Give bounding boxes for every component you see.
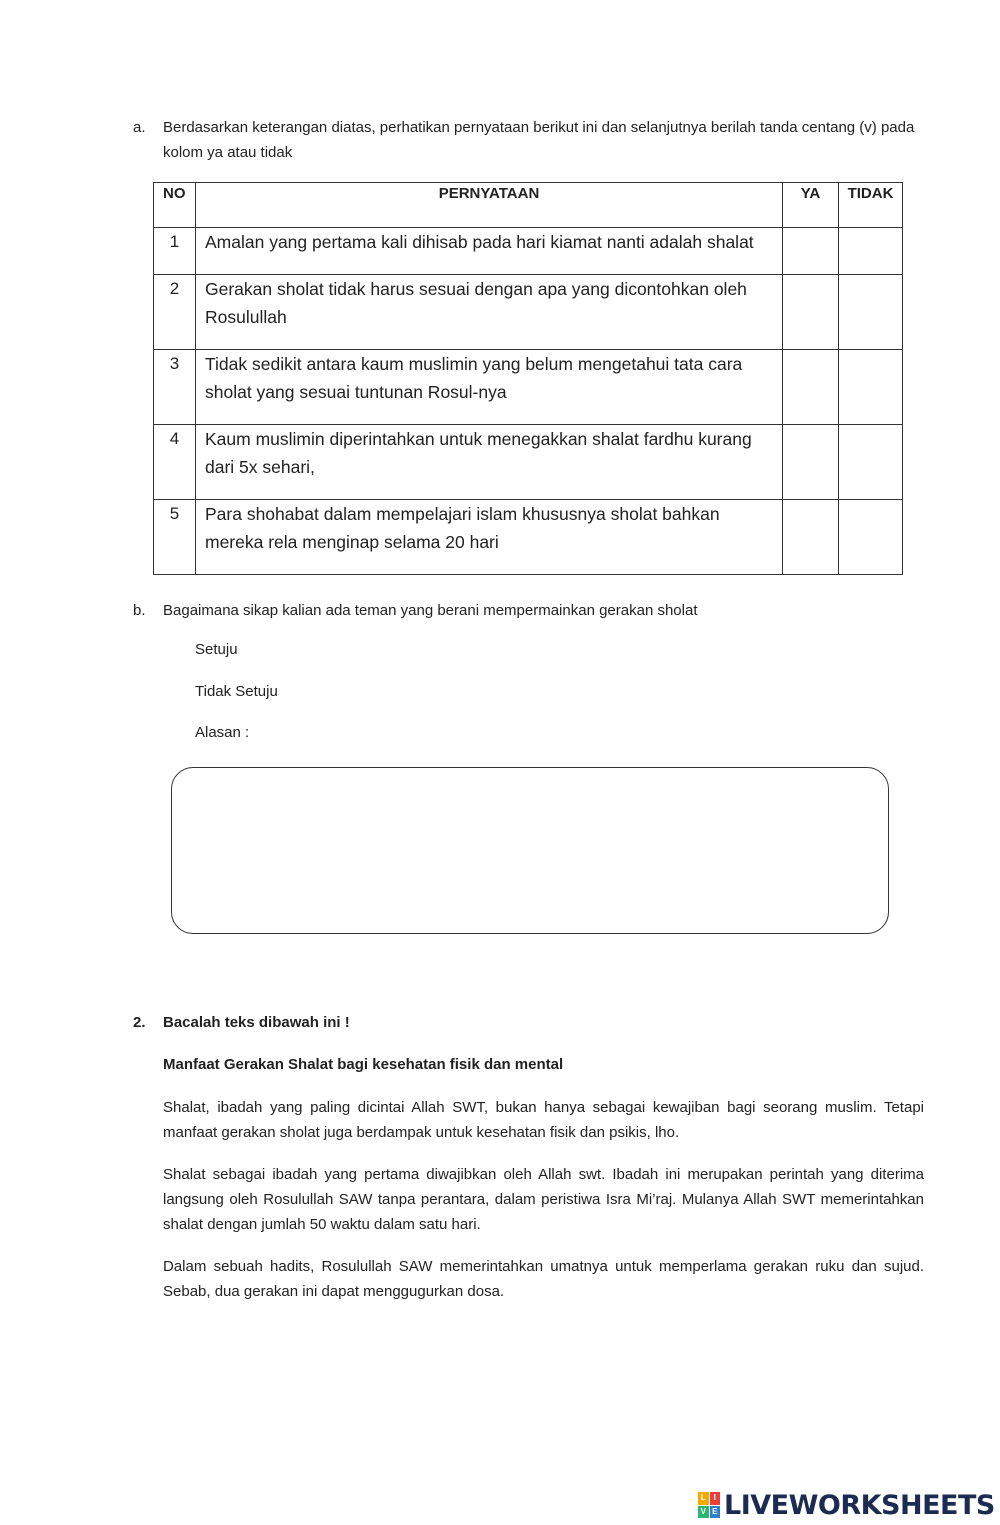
row-statement: Para shohabat dalam mempelajari islam khususnya sholat bahkan mereka rela menginap selama 20 hari [196, 500, 783, 575]
question-a-label: a. [133, 119, 146, 136]
logo-mark-letter: L [698, 1492, 709, 1505]
question-b [133, 598, 698, 623]
yes-checkbox-cell[interactable] [783, 500, 839, 575]
row-number: 2 [154, 275, 196, 350]
no-checkbox-cell[interactable] [839, 350, 903, 425]
row-statement: Tidak sedikit antara kaum muslimin yang belum mengetahui tata cara sholat yang sesuai tuntunan Rosul-nya [196, 350, 783, 425]
row-number: 3 [154, 350, 196, 425]
question-a [133, 115, 933, 165]
no-checkbox-cell[interactable] [839, 500, 903, 575]
reading-paragraph: Dalam sebuah hadits, Rosulullah SAW memerintahkan umatnya untuk memperlama gerakan ruku dan sujud. Sebab, dua gerakan ini dapat menggugurkan dosa. [163, 1258, 924, 1300]
row-number: 1 [154, 228, 196, 275]
reason-label: Alasan : [195, 724, 250, 741]
logo-mark-letter: I [710, 1492, 721, 1505]
row-statement: Gerakan sholat tidak harus sesuai dengan apa yang dicontohkan oleh Rosulullah [196, 275, 783, 350]
reason-answer-box[interactable] [171, 767, 889, 934]
table-row [154, 228, 903, 275]
question-a-text: Berdasarkan keterangan diatas, perhatikan pernyataan berikut ini dan selanjutnya berilah tanda centang (v) pada kolom ya atau tidak [163, 119, 915, 161]
question-b-text: Bagaimana sikap kalian ada teman yang berani mempermainkan gerakan sholat [163, 602, 698, 619]
option-agree[interactable]: Setuju [195, 641, 238, 658]
logo-mark-letter: E [710, 1506, 721, 1519]
yes-checkbox-cell[interactable] [783, 425, 839, 500]
question-b-label: b. [133, 602, 146, 619]
table-row [154, 350, 903, 425]
row-statement: Amalan yang pertama kali dihisab pada hari kiamat nanti adalah shalat [196, 228, 783, 275]
liveworksheets-logo [698, 1488, 995, 1522]
logo-mark-letter: V [698, 1506, 709, 1519]
liveworksheets-wordmark: LIVEWORKSHEETS [724, 1489, 995, 1521]
no-checkbox-cell[interactable] [839, 275, 903, 350]
liveworksheets-mark-icon [698, 1492, 720, 1518]
reading-title: Manfaat Gerakan Shalat bagi kesehatan fisik dan mental [163, 1056, 564, 1073]
yes-checkbox-cell[interactable] [783, 350, 839, 425]
section-2-heading [133, 1014, 350, 1031]
reading-paragraph: Shalat, ibadah yang paling dicintai Allah SWT, bukan hanya sebagai kewajiban bagi seorang muslim. Tetapi manfaat gerakan sholat juga berdampak untuk kesehatan fisik dan psikis, lho. [163, 1099, 924, 1141]
row-number: 5 [154, 500, 196, 575]
reading-paragraph: Shalat sebagai ibadah yang pertama diwajibkan oleh Allah swt. Ibadah ini merupakan perintah yang diterima langsung oleh Rosulullah SAW tanpa perantara, dalam peristiwa Isra Mi’raj. Mulanya Allah SWT memerintahkan shalat dengan jumlah 50 waktu dalam satu hari. [163, 1166, 924, 1233]
no-checkbox-cell[interactable] [839, 425, 903, 500]
option-disagree[interactable]: Tidak Setuju [195, 683, 278, 700]
section-2-heading-text: Bacalah teks dibawah ini ! [163, 1014, 350, 1031]
header-no-answer: TIDAK [839, 183, 903, 228]
table-header-row [154, 183, 903, 228]
no-checkbox-cell[interactable] [839, 228, 903, 275]
header-no: NO [154, 183, 196, 228]
yes-checkbox-cell[interactable] [783, 228, 839, 275]
table-row [154, 425, 903, 500]
yes-checkbox-cell[interactable] [783, 275, 839, 350]
header-yes: YA [783, 183, 839, 228]
table-row [154, 275, 903, 350]
section-2-label: 2. [133, 1014, 146, 1031]
row-statement: Kaum muslimin diperintahkan untuk menegakkan shalat fardhu kurang dari 5x sehari, [196, 425, 783, 500]
statement-table [153, 182, 903, 575]
row-number: 4 [154, 425, 196, 500]
header-statement: PERNYATAAN [196, 183, 783, 228]
table-row [154, 500, 903, 575]
